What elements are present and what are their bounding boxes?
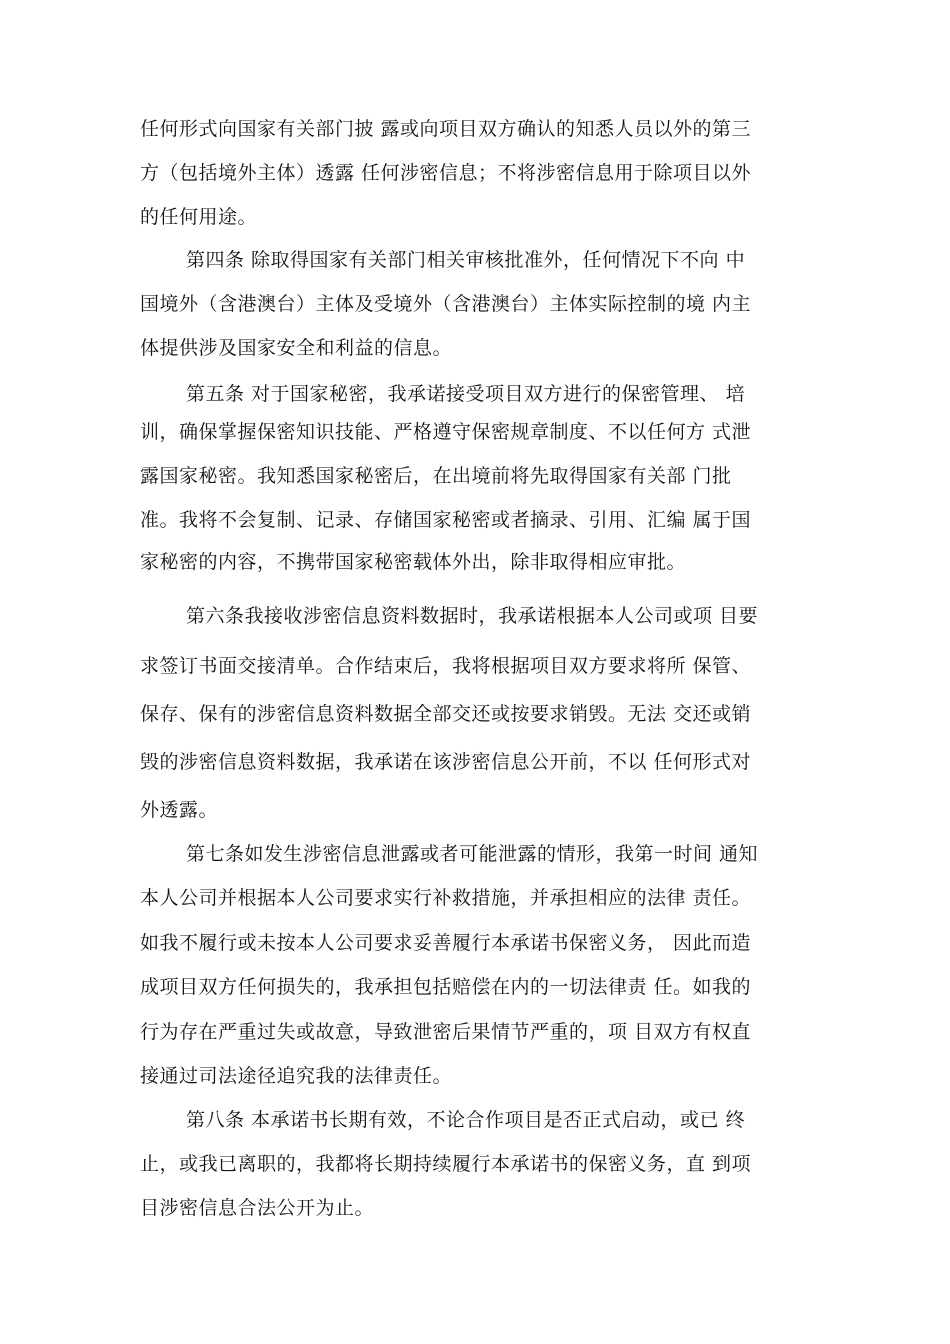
text-line: 外透露。	[140, 799, 219, 821]
article-5-heading-line: 第五条 对于国家秘密，我承诺接受项目双方进行的保密管理、 培	[186, 383, 746, 405]
text-line: 本人公司并根据本人公司要求实行补救措施，并承担相应的法律 责任。	[140, 887, 752, 909]
article-6-heading-line: 第六条我接收涉密信息资料数据时，我承诺根据本人公司或项 目要	[186, 605, 759, 627]
text-line: 的任何用途。	[140, 206, 258, 228]
text-line: 保存、保有的涉密信息资料数据全部交还或按要求销毁。无法 交还或销	[140, 703, 752, 725]
text-line: 如我不履行或未按本人公司要求妥善履行本承诺书保密义务， 因此而造	[140, 932, 752, 954]
text-line: 成项目双方任何损失的，我承担包括赔偿在内的一切法律责 任。如我的	[140, 976, 752, 998]
text-line: 行为存在严重过失或故意，导致泄密后果情节严重的，项 目双方有权直	[140, 1021, 752, 1043]
article-8-heading-line: 第八条 本承诺书长期有效，不论合作项目是否正式启动，或已 终	[186, 1109, 746, 1131]
text-line: 家秘密的内容，不携带国家秘密载体外出，除非取得相应审批。	[140, 551, 687, 573]
text-line: 接通过司法途径追究我的法律责任。	[140, 1065, 453, 1087]
text-line: 准。我将不会复制、记录、存储国家秘密或者摘录、引用、汇编 属于国	[140, 509, 752, 531]
text-line: 体提供涉及国家安全和利益的信息。	[140, 337, 453, 359]
article-7-heading-line: 第七条如发生涉密信息泄露或者可能泄露的情形，我第一时间 通知	[186, 843, 759, 865]
text-line: 目涉密信息合法公开为止。	[140, 1197, 375, 1219]
text-line: 止，或我已离职的，我都将长期持续履行本承诺书的保密义务，直 到项	[140, 1153, 752, 1175]
text-line: 露国家秘密。我知悉国家秘密后，在出境前将先取得国家有关部 门批	[140, 465, 732, 487]
article-4-heading-line: 第四条 除取得国家有关部门相关审核批准外，任何情况下不向 中	[186, 249, 746, 271]
text-line: 求签订书面交接清单。合作结束后，我将根据项目双方要求将所 保管、	[140, 655, 752, 677]
text-line: 国境外（含港澳台）主体及受境外（含港澳台）主体实际控制的境 内主	[140, 293, 752, 315]
text-line: 毁的涉密信息资料数据，我承诺在该涉密信息公开前，不以 任何形式对	[140, 751, 752, 773]
text-line: 任何形式向国家有关部门披 露或向项目双方确认的知悉人员以外的第三	[140, 118, 752, 140]
text-line: 方（包括境外主体）透露 任何涉密信息；不将涉密信息用于除项目以外	[140, 162, 752, 184]
text-line: 训，确保掌握保密知识技能、严格遵守保密规章制度、不以任何方 式泄	[140, 421, 752, 443]
